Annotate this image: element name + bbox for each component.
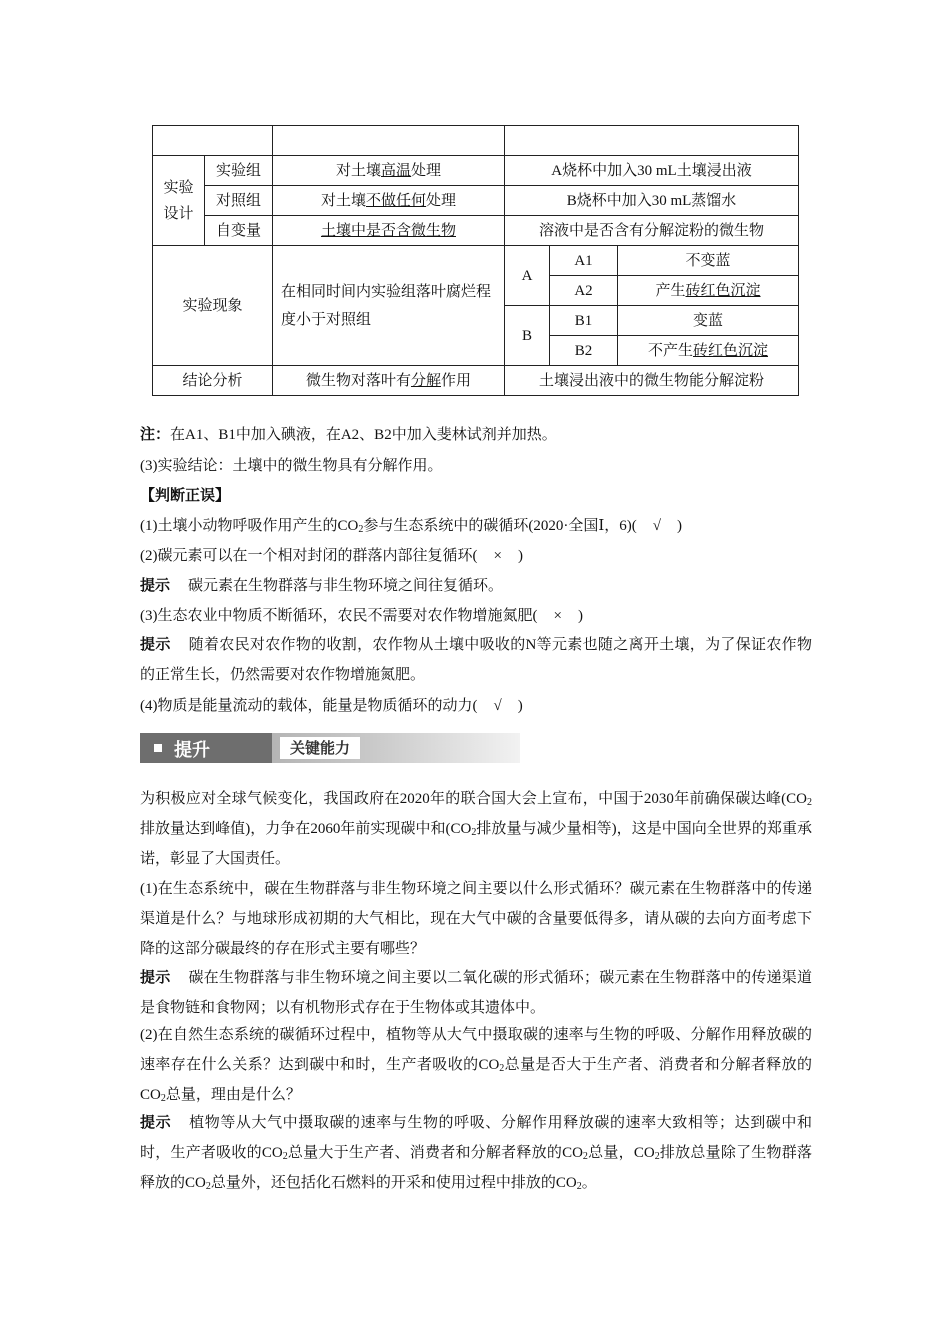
table-row [153, 216, 799, 246]
beaker-label: B [505, 306, 550, 366]
conclusion-soil: 微生物对落叶有分解作用 [273, 366, 505, 396]
square-bullet-icon [154, 744, 162, 752]
question-1: (1)在生态系统中，碳在生物群落与非生物环境之间主要以什么形式循环？碳元素在生物群落中的传递渠道是什么？与地球形成初期的大气相比，现在大气中碳的含量要低得多，请从碳的去向方面考虑下降的这部分碳最终的存在形式主要有哪些？ [140, 881, 812, 957]
hint-q1: 提示 碳在生物群落与非生物环境之间主要以二氧化碳的形式循环；碳元素在生物群落中的传递渠道是食物链和食物网；以有机物形式存在于生物体或其遗体中。 [140, 970, 812, 1016]
tube-result: 不变蓝 [618, 246, 799, 276]
judge-item-1: (1)土壤小动物呼吸作用产生的$CO_2$参与生态系统中的碳循环(2020·全国Ⅰ，6)( √ ) [140, 518, 682, 535]
tube-id: A1 [550, 246, 618, 276]
section-banner [140, 733, 520, 763]
conclusion-label: 结论分析 [153, 366, 273, 396]
solution-cell: A烧杯中加入30 mL土壤浸出液 [505, 156, 799, 186]
experiment-table [152, 125, 799, 396]
hint-q2: 提示 植物等从大气中摄取碳的速率与生物的呼吸、分解作用释放碳的速率大致相等；达到碳中和时，生产者吸收的$CO_2$总量大于生产者、消费者和分解者释放的$CO_2$总量，$CO_2$排放总量除了生物群落释放的$CO_2$总量外，还包括化石燃料的开采和使用过程中排放的$CO_2$。 [140, 1115, 812, 1192]
group-cell: 自变量 [205, 216, 273, 246]
judge-item-3: (3)生态农业中物质不断循环，农民不需要对农作物增施氮肥( × ) [140, 608, 583, 624]
group-cell: 实验组 [205, 156, 273, 186]
table-header-cell [153, 126, 273, 156]
table-row [153, 156, 799, 186]
table-row [153, 246, 799, 276]
soil-cell: 对土壤高温处理 [273, 156, 505, 186]
table-header-cell [273, 126, 505, 156]
design-label: 实验设计 [153, 156, 205, 246]
tube-result: 不产生砖红色沉淀 [618, 336, 799, 366]
table-header-row [153, 126, 799, 156]
beaker-label: A [505, 246, 550, 306]
phenomenon-label: 实验现象 [153, 246, 273, 366]
conclusion-solution: 土壤浸出液中的微生物能分解淀粉 [505, 366, 799, 396]
table-row [153, 186, 799, 216]
note-text: 在A1、B1中加入碘液，在A2、B2中加入斐林试剂并加热。 [170, 427, 557, 443]
group-cell: 对照组 [205, 186, 273, 216]
conclusion-line: (3)实验结论：土壤中的微生物具有分解作用。 [140, 458, 443, 474]
banner-label: 提升 [174, 740, 210, 761]
solution-cell: B烧杯中加入30 mL蒸馏水 [505, 186, 799, 216]
judge-item-2: (2)碳元素可以在一个相对封闭的群落内部往复循环( × ) [140, 548, 523, 564]
note-line [140, 424, 557, 446]
hint-paragraph: 提示 随着农民对农作物的收割，农作物从土壤中吸收的N等元素也随之离开土壤，为了保证农作物的正常生长，仍然需要对农作物增施氮肥。 [140, 637, 812, 683]
tube-id: B1 [550, 306, 618, 336]
judge-item-4: (4)物质是能量流动的载体，能量是物质循环的动力( √ ) [140, 698, 523, 714]
hint-line: 提示 碳元素在生物群落与非生物环境之间往复循环。 [140, 578, 504, 594]
soil-cell: 土壤中是否含微生物 [273, 216, 505, 246]
tube-result: 变蓝 [618, 306, 799, 336]
tube-result: 产生砖红色沉淀 [618, 276, 799, 306]
tube-id: B2 [550, 336, 618, 366]
table-header-cell [505, 126, 799, 156]
phenomenon-text: 在相同时间内实验组落叶腐烂程度小于对照组 [273, 246, 505, 366]
judge-title: 【判断正误】 [140, 488, 231, 504]
question-2: (2)在自然生态系统的碳循环过程中，植物等从大气中摄取碳的速率与生物的呼吸、分解作用释放碳的速率存在什么关系？达到碳中和时，生产者吸收的$CO_2$总量是否大于生产者、消费者和分解者释放的$CO_2$总量，理由是什么？ [140, 1027, 812, 1104]
intro-paragraph: 为积极应对全球气候变化，我国政府在2020年的联合国大会上宣布，中国于2030年前确保碳达峰($CO_2$排放量达到峰值)，力争在2060年前实现碳中和($CO_2$排放量与减少量相等)，这是中国向全世界的郑重承诺，彰显了大国责任。 [140, 791, 812, 867]
solution-cell: 溶液中是否含有分解淀粉的微生物 [505, 216, 799, 246]
soil-cell: 对土壤不做任何处理 [273, 186, 505, 216]
banner-sub: 关键能力 [280, 737, 360, 759]
note-label: 注： [140, 427, 171, 443]
tube-id: A2 [550, 276, 618, 306]
table-row [153, 366, 799, 396]
